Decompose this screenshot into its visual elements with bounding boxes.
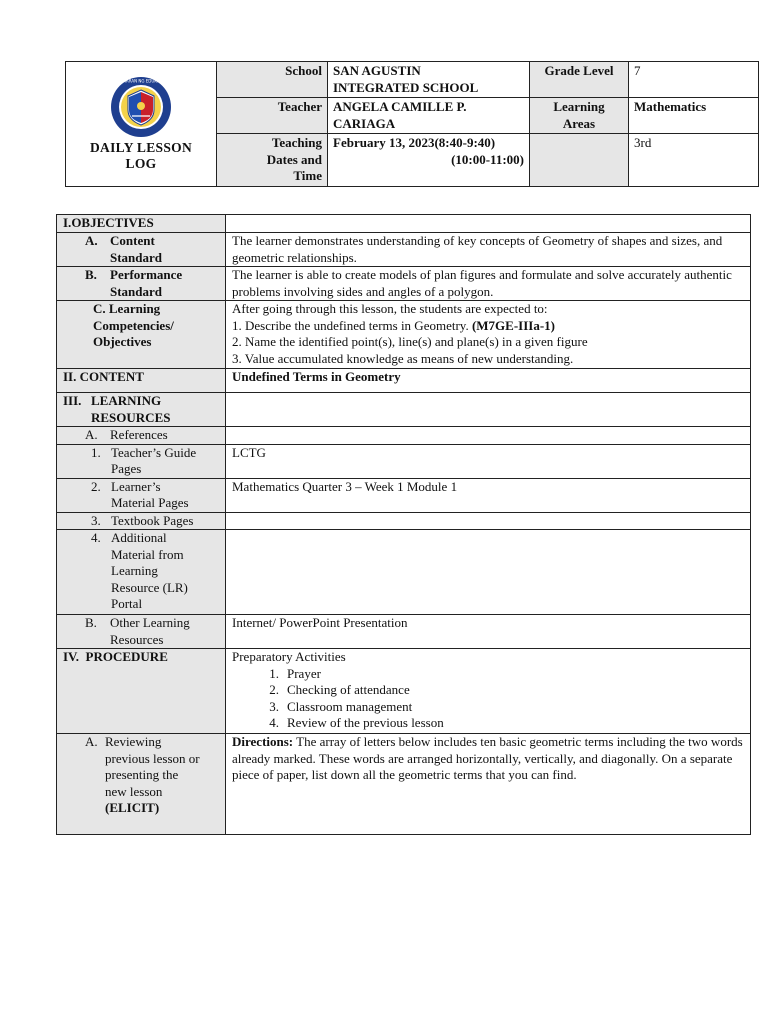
- reviewing-lesson-label: [57, 734, 226, 835]
- procedure-heading-text: PROCEDURE: [85, 649, 168, 664]
- reviewing-lesson-label-line3: presenting the: [105, 767, 179, 782]
- list-item-number: 4.: [269, 715, 279, 730]
- textbook-pages-value: [226, 512, 751, 530]
- list-item: [254, 666, 744, 683]
- references-value: [226, 427, 751, 445]
- reviewing-lesson-label-line4: new lesson: [105, 783, 163, 799]
- competency-item-1: [232, 318, 744, 335]
- list-item-number: 3.: [269, 698, 279, 714]
- reviewing-lesson-label-line5: (ELICIT): [105, 800, 160, 815]
- learning-resources-heading-line2: RESOURCES: [91, 409, 171, 425]
- teacher-value-line1: ANGELA CAMILLE P.: [333, 99, 467, 114]
- preparatory-activities-title: Preparatory Activities: [232, 649, 346, 664]
- content-standard-letter: A.: [85, 233, 98, 248]
- performance-standard-letter: B.: [85, 267, 97, 282]
- quarter-label: [530, 134, 629, 187]
- learning-resources-value: [226, 393, 751, 427]
- lesson-log-table: [56, 214, 751, 835]
- learners-material-label-line1: Learner’s: [111, 478, 161, 494]
- teaching-dates-label-line3: Time: [293, 168, 322, 183]
- teaching-dates-label-line1: Teaching: [271, 135, 322, 150]
- learning-resources-heading: [57, 393, 226, 427]
- teachers-guide-label-line1: Teacher’s Guide: [111, 444, 197, 460]
- list-item-text: Classroom management: [287, 698, 413, 714]
- learning-areas-label-line1: Learning: [553, 99, 605, 114]
- additional-material-label-line5: Portal: [111, 596, 143, 611]
- learning-resources-heading-line1: LEARNING: [91, 393, 162, 408]
- additional-material-label-line1: Additional: [111, 530, 167, 545]
- other-resources-value: Internet/ PowerPoint Presentation: [226, 615, 751, 649]
- competencies-label: [57, 301, 226, 369]
- deped-seal-icon: [110, 76, 172, 138]
- quarter-value: 3rd: [629, 134, 759, 187]
- competency-item-2: 2. Name the identified point(s), line(s) and plane(s) in a given figure: [232, 334, 588, 349]
- list-item-text: Review of the previous lesson: [287, 715, 444, 730]
- list-item-number: 1.: [269, 665, 279, 681]
- other-resources-label: [57, 615, 226, 649]
- content-standard-label-line2: Standard: [110, 249, 163, 265]
- teacher-value-line2: CARIAGA: [333, 115, 396, 131]
- teachers-guide-label: [57, 444, 226, 478]
- procedure-value: [226, 649, 751, 734]
- svg-text:KAGAWARAN NG EDUKASYON: KAGAWARAN NG EDUKASYON: [111, 78, 171, 84]
- competencies-intro: After going through this lesson, the students are expected to:: [232, 301, 548, 316]
- textbook-pages-text: Textbook Pages: [111, 512, 194, 528]
- teaching-dates-value: [328, 134, 530, 187]
- document-title-line1: DAILY LESSON: [89, 139, 192, 155]
- list-item-text: Checking of attendance: [287, 682, 410, 697]
- objectives-heading-number: I.: [63, 215, 72, 230]
- content-heading: [57, 369, 226, 393]
- content-standard-label: [57, 233, 226, 267]
- competency-item-3: 3. Value accumulated knowledge as means of new understanding.: [232, 350, 574, 366]
- other-resources-letter: B.: [85, 615, 97, 630]
- competencies-label-line2: Competencies/: [93, 317, 174, 333]
- learners-material-number: 2.: [91, 478, 101, 494]
- reviewing-lesson-label-line2: previous lesson or: [105, 750, 200, 766]
- learners-material-value: Mathematics Quarter 3 – Week 1 Module 1: [226, 478, 751, 512]
- teacher-label: Teacher: [217, 98, 328, 134]
- teaching-dates-value-line1: February 13, 2023(8:40-9:40): [333, 135, 496, 150]
- learners-material-label: [57, 478, 226, 512]
- objectives-heading-text: OBJECTIVES: [71, 215, 154, 230]
- grade-level-value: 7: [629, 62, 759, 98]
- teachers-guide-label-line2: Pages: [111, 461, 142, 476]
- grade-level-label: Grade Level: [530, 62, 629, 98]
- procedure-heading: [57, 649, 226, 734]
- teaching-dates-label: [217, 134, 328, 187]
- performance-standard-value: The learner is able to create models of plan figures and formulate and solve accurately authentic problems involving sides and angles of a polygon.: [226, 267, 751, 301]
- reviewing-lesson-label-line1: Reviewing: [105, 734, 162, 749]
- directions-label: Directions:: [232, 734, 294, 749]
- list-item: [254, 699, 744, 716]
- reviewing-lesson-value: [226, 734, 751, 835]
- school-label: School: [217, 62, 328, 98]
- learning-areas-value: Mathematics: [629, 98, 759, 134]
- performance-standard-label-line2: Standard: [110, 283, 163, 299]
- document-title-line2: LOG: [125, 155, 157, 171]
- additional-material-label: [57, 530, 226, 615]
- competencies-label-line3: Objectives: [93, 334, 152, 349]
- additional-material-label-line4: Resource (LR): [111, 579, 188, 595]
- textbook-pages-number: 3.: [91, 512, 101, 528]
- teacher-value: [328, 98, 530, 134]
- references-label: [57, 427, 226, 445]
- teaching-dates-label-line2: Dates and: [266, 151, 322, 167]
- logo-cell: [66, 62, 217, 187]
- teaching-dates-value-line2: (10:00-11:00): [451, 151, 524, 167]
- reviewing-lesson-letter: A.: [85, 734, 98, 749]
- references-text: References: [110, 427, 168, 442]
- competencies-label-line1: C. Learning: [93, 301, 161, 316]
- content-standard-label-line1: Content: [110, 233, 155, 248]
- additional-material-number: 4.: [91, 530, 101, 545]
- competency-code: (M7GE-IIIa-1): [471, 317, 555, 333]
- teachers-guide-value: LCTG: [226, 444, 751, 478]
- school-value-line2: INTEGRATED SCHOOL: [333, 79, 479, 95]
- performance-standard-label-line1: Performance: [110, 267, 183, 282]
- content-value: Undefined Terms in Geometry: [226, 369, 751, 393]
- teachers-guide-number: 1.: [91, 444, 101, 460]
- textbook-pages-label: [57, 512, 226, 530]
- header-table: [65, 61, 759, 187]
- list-item-text: Prayer: [287, 665, 321, 681]
- other-resources-label-line2: Resources: [110, 631, 164, 647]
- procedure-heading-number: IV.: [63, 649, 80, 664]
- competency-item-1-text: 1. Describe the undefined terms in Geometry.: [232, 317, 472, 333]
- additional-material-value: [226, 530, 751, 615]
- additional-material-label-line3: Learning: [111, 563, 158, 578]
- content-heading-text: CONTENT: [79, 369, 144, 384]
- other-resources-label-line1: Other Learning: [110, 615, 190, 630]
- learning-resources-number: III.: [63, 393, 82, 408]
- content-heading-number: II.: [63, 369, 77, 384]
- competencies-value: [226, 301, 751, 369]
- list-item: [254, 715, 744, 732]
- list-item-number: 2.: [269, 682, 279, 697]
- objectives-heading: [57, 215, 226, 233]
- objectives-heading-value: [226, 215, 751, 233]
- school-value-line1: SAN AGUSTIN: [333, 63, 421, 78]
- content-standard-value: The learner demonstrates understanding of key concepts of Geometry of shapes and sizes, and geometric relationships.: [226, 233, 751, 267]
- performance-standard-label: [57, 267, 226, 301]
- additional-material-label-line2: Material from: [111, 546, 184, 562]
- preparatory-activities-list: [232, 666, 744, 732]
- directions-text: The array of letters below includes ten basic geometric terms including the two words already marked. These words are arranged horizontally, vertically, and diagonally. On a separate piece of paper, list down all the geometric terms that you can find.: [232, 734, 743, 782]
- school-value: [328, 62, 530, 98]
- learners-material-label-line2: Material Pages: [111, 495, 189, 510]
- learning-areas-label: [530, 98, 629, 134]
- learning-areas-label-line2: Areas: [562, 115, 596, 131]
- references-letter: A.: [85, 427, 98, 442]
- list-item: [254, 682, 744, 699]
